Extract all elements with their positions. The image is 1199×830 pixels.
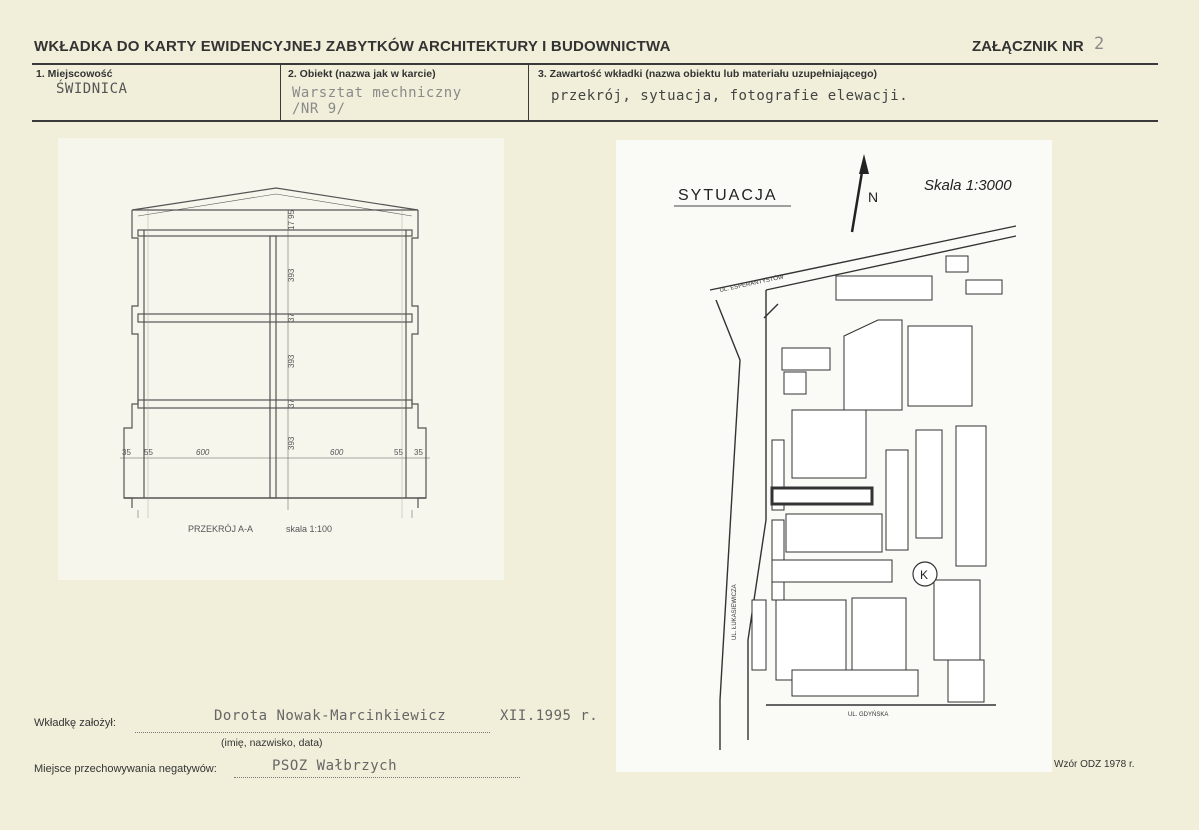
north-arrow bbox=[852, 154, 869, 232]
contents-label: 3. Zawartość wkładki (nazwa obiektu lub materiału uzupełniającego) bbox=[538, 68, 877, 80]
site-plan-scale: Skala 1:3000 bbox=[924, 177, 1012, 194]
roof-line bbox=[132, 188, 418, 210]
date-value: XII.1995 r. bbox=[500, 708, 599, 724]
document-title: WKŁADKA DO KARTY EWIDENCYJNEJ ZABYTKÓW ARCHITEKTURY I BUDOWNICTWA bbox=[34, 38, 671, 55]
slab-top bbox=[138, 230, 412, 236]
dim-roof: 17 95 bbox=[287, 209, 296, 230]
field-divider-2 bbox=[528, 65, 529, 120]
workshop-building-no9 bbox=[772, 488, 872, 504]
header-rule-bottom bbox=[32, 120, 1158, 122]
object-label: 2. Obiekt (nazwa jak w karcie) bbox=[288, 68, 436, 80]
central-column bbox=[270, 236, 276, 498]
section-caption: PRZEKRÓJ A-A bbox=[188, 524, 254, 534]
street-top-label: UL. ESPERANTYSTÓW bbox=[719, 274, 785, 294]
left-wall bbox=[124, 210, 138, 508]
dim-eaves-left: 35 bbox=[122, 448, 131, 457]
roundabout-label: K bbox=[920, 568, 929, 582]
annex-label: ZAŁĄCZNIK NR bbox=[972, 38, 1084, 55]
object-value-line1: Warsztat mechniczny bbox=[292, 85, 462, 101]
dim-width-left: 600 bbox=[196, 448, 210, 457]
annex-number: 2 bbox=[1094, 34, 1105, 54]
dim-height-mid: 393 bbox=[287, 354, 296, 368]
locality-label: 1. Miejscowość bbox=[36, 68, 113, 80]
header-rule-top bbox=[32, 63, 1158, 65]
section-drawing-panel bbox=[58, 138, 504, 580]
north-label: N bbox=[868, 189, 879, 205]
dim-floor-1: 37 bbox=[287, 399, 296, 408]
section-scale: skala 1:100 bbox=[286, 524, 333, 534]
storage-dots bbox=[234, 777, 520, 778]
slab-1 bbox=[138, 400, 412, 408]
field-divider-1 bbox=[280, 65, 281, 120]
storage-value: PSOZ Wałbrzych bbox=[272, 758, 398, 774]
dim-eaves-right: 35 bbox=[414, 448, 423, 457]
form-note: Wzór ODZ 1978 r. bbox=[1054, 759, 1135, 770]
street-bottom-label: UL. GDYŃSKA bbox=[848, 712, 889, 718]
dim-edge-left: 55 bbox=[144, 448, 153, 457]
object-value-line2: /NR 9/ bbox=[292, 101, 346, 117]
author-value: Dorota Nowak-Marcinkiewicz bbox=[214, 708, 447, 724]
site-plan-panel bbox=[616, 140, 1052, 772]
storage-label: Miejsce przechowywania negatywów: bbox=[34, 763, 217, 775]
locality-value: ŚWIDNICA bbox=[56, 81, 128, 97]
author-hint: (imię, nazwisko, data) bbox=[221, 737, 323, 749]
street-left-label: UL. ŁUKASIEWICZA bbox=[732, 584, 738, 640]
dim-height-top: 393 bbox=[287, 268, 296, 282]
dim-width-right: 600 bbox=[330, 448, 344, 457]
contents-value: przekrój, sytuacja, fotografie elewacji. bbox=[551, 88, 909, 104]
dim-floor-2: 37 bbox=[287, 313, 296, 322]
site-plan bbox=[616, 140, 1052, 772]
street-left-edge bbox=[748, 290, 766, 740]
right-wall bbox=[412, 210, 426, 508]
section-drawing bbox=[58, 138, 504, 580]
author-dots bbox=[135, 732, 490, 733]
slab-2 bbox=[138, 314, 412, 322]
dim-height-bottom: 393 bbox=[287, 436, 296, 450]
site-plan-title: SYTUACJA bbox=[678, 187, 778, 204]
dim-edge-right: 55 bbox=[394, 448, 403, 457]
author-label: Wkładkę założył: bbox=[34, 717, 116, 729]
